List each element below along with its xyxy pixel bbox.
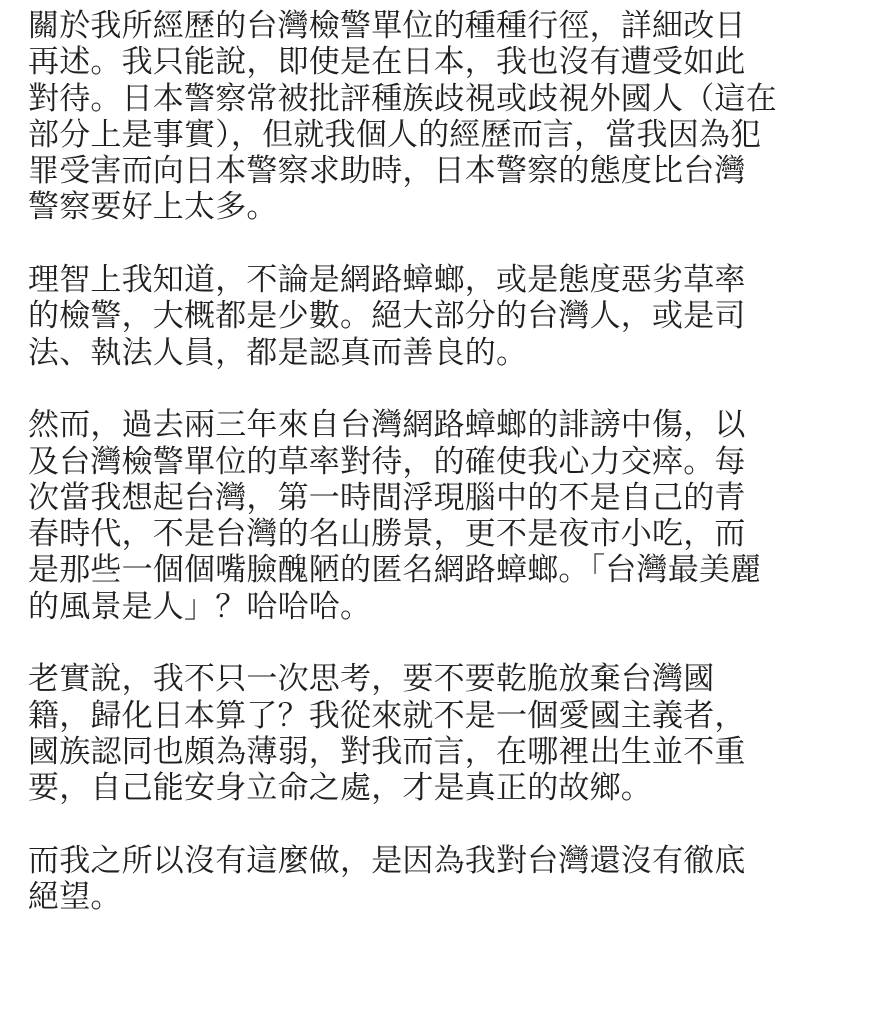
paragraph <box>28 843 843 916</box>
text-line: 春時代，不是台灣的名山勝景，更不是夜市小吃，而 <box>28 516 746 553</box>
text-line: 的檢警，大概都是少數。絕大部分的台灣人，或是司 <box>28 298 746 335</box>
text-line: 國族認同也頗為薄弱，對我而言，在哪裡出生並不重 <box>28 733 746 770</box>
text-line: 對待。日本警察常被批評種族歧視或歧視外國人（這在 <box>28 80 777 117</box>
paragraph <box>28 407 843 625</box>
text-line: 關於我所經歷的台灣檢警單位的種種行徑，詳細改日 <box>28 8 746 44</box>
text-line: 的風景是人」？哈哈哈。 <box>28 588 372 625</box>
text-line: 籍，歸化日本算了？我從來就不是一個愛國主義者， <box>28 697 746 734</box>
text-line: 絕望。 <box>28 879 122 916</box>
text-line: 部分上是事實），但就我個人的經歷而言，當我因為犯 <box>28 116 762 153</box>
paragraph <box>28 262 843 371</box>
text-line: 罪受害而向日本警察求助時，日本警察的態度比台灣 <box>28 153 746 190</box>
text-line: 法、執法人員，都是認真而善良的。 <box>28 334 528 371</box>
text-line: 要，自己能安身立命之處，才是真正的故鄉。 <box>28 770 652 807</box>
text-line: 是那些一個個嘴臉醜陋的匿名網路蟑螂。「台灣最美麗 <box>28 552 762 589</box>
paragraph <box>28 8 843 226</box>
paragraph <box>28 661 843 806</box>
text-line: 然而，過去兩三年來自台灣網路蟑螂的誹謗中傷，以 <box>28 407 746 444</box>
text-line: 老實說，我不只一次思考，要不要乾脆放棄台灣國 <box>28 661 715 698</box>
text-line: 及台灣檢警單位的草率對待，的確使我心力交瘁。每 <box>28 443 746 480</box>
text-line: 次當我想起台灣，第一時間浮現腦中的不是自己的青 <box>28 479 746 516</box>
text-line: 再述。我只能說，即使是在日本，我也沒有遭受如此 <box>28 44 746 81</box>
text-line: 理智上我知道，不論是網路蟑螂，或是態度惡劣草率 <box>28 262 746 299</box>
text-line: 而我之所以沒有這麼做，是因為我對台灣還沒有徹底 <box>28 842 746 879</box>
post-body <box>28 8 843 952</box>
text-line: 警察要好上太多。 <box>28 189 278 226</box>
